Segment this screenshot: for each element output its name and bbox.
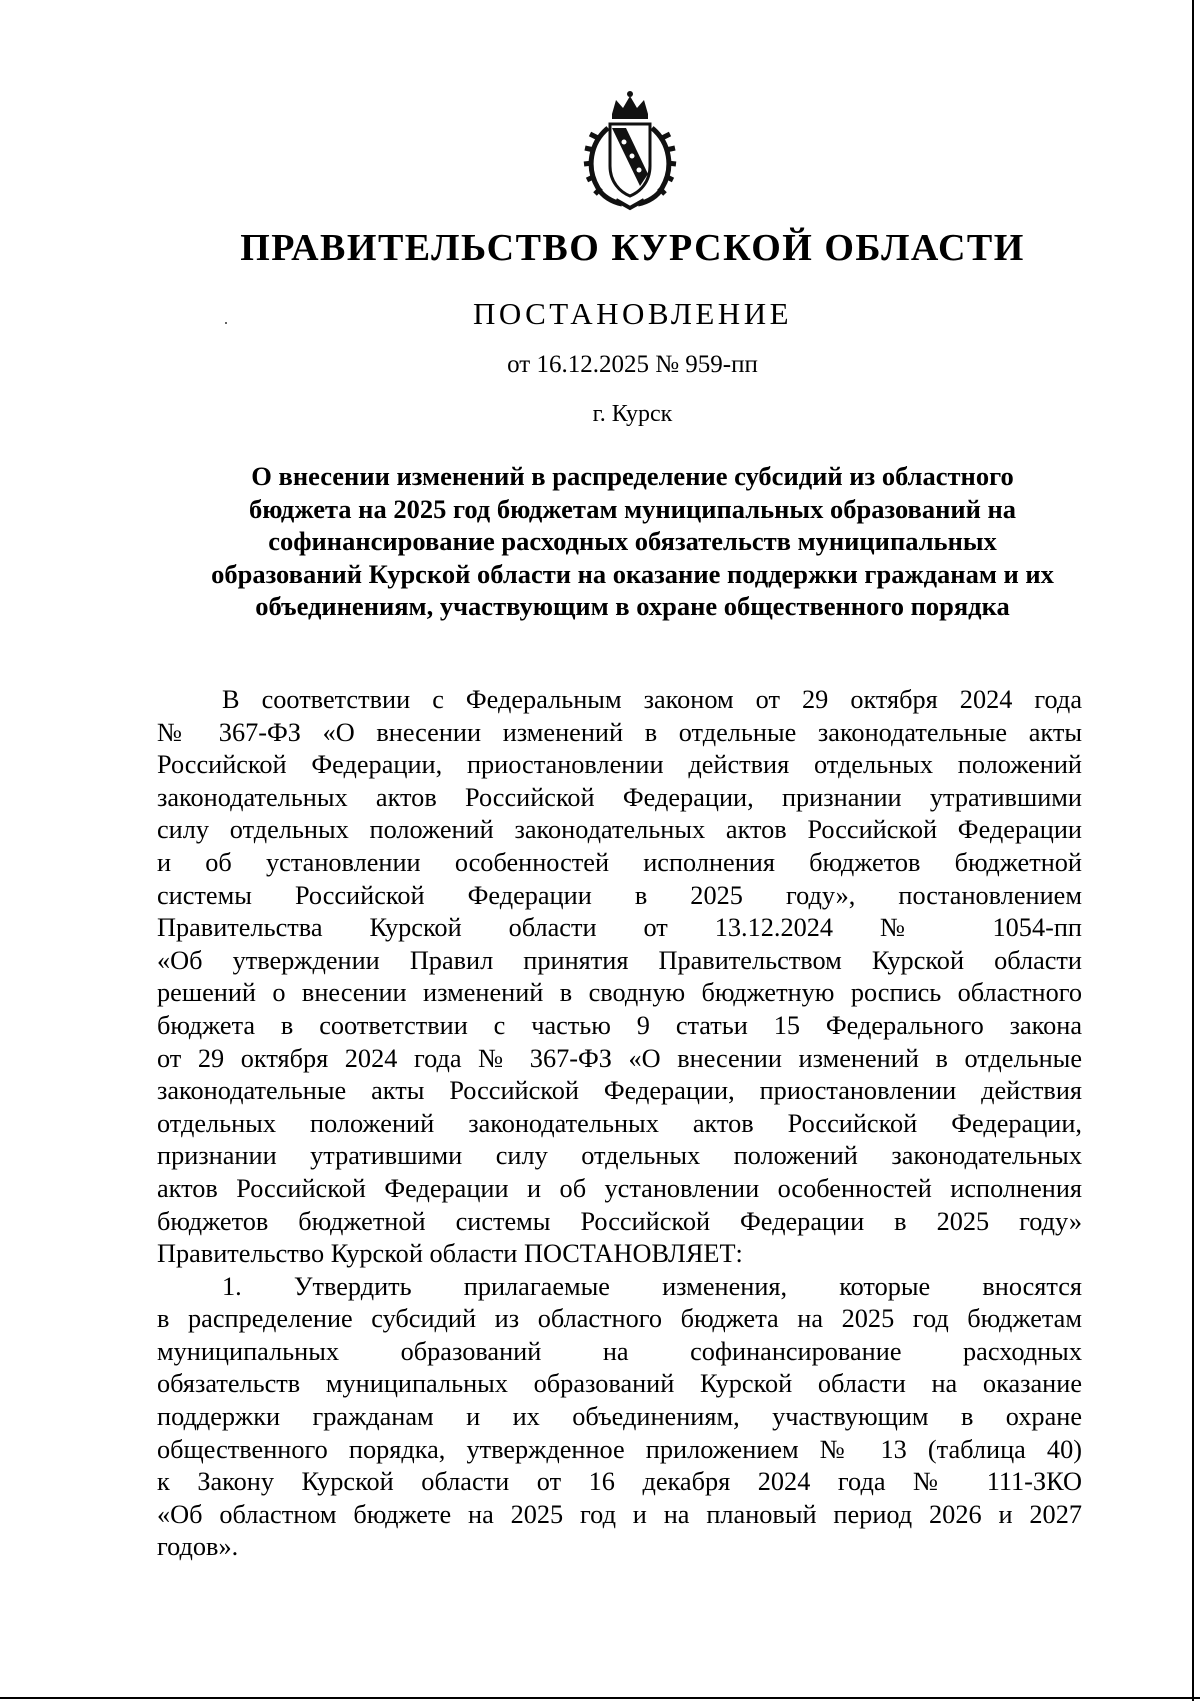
body-line: Правительство Курской области ПОСТАНОВЛЯЕТ: bbox=[157, 1239, 743, 1269]
page-edge-right bbox=[1192, 0, 1194, 1701]
body-line: бюджета в соответствии с частью 9 статьи 15 Федерального закона bbox=[157, 1010, 1082, 1040]
body-line: общественного порядка, утвержденное приложением № 13 (таблица 40) bbox=[157, 1434, 1082, 1464]
item-1-paragraph bbox=[157, 1271, 1082, 1564]
subject-line: О внесении изменений в распределение субсидий из областного bbox=[251, 461, 1014, 491]
document-body bbox=[157, 684, 1082, 1564]
body-line: признании утратившими силу отдельных положений законодательных bbox=[157, 1141, 1082, 1171]
subject-line: софинансирование расходных обязательств муниципальных bbox=[268, 526, 997, 556]
coat-of-arms-icon bbox=[568, 88, 692, 212]
body-line: системы Российской Федерации в 2025 году», постановлением bbox=[157, 880, 1082, 910]
body-line: обязательств муниципальных образований Курской области на оказание bbox=[157, 1369, 1082, 1399]
body-line: актов Российской Федерации и об установлении особенностей исполнения bbox=[157, 1173, 1082, 1203]
body-line: Правительства Курской области от 13.12.2024 № 1054-пп bbox=[157, 913, 1082, 943]
body-line: «Об утверждении Правил принятия Правительством Курской области bbox=[157, 945, 1082, 975]
subject-line: бюджета на 2025 год бюджетам муниципальных образований на bbox=[248, 493, 1017, 524]
body-line: «Об областном бюджете на 2025 год и на плановый период 2026 и 2027 bbox=[157, 1499, 1082, 1529]
government-title: ПРАВИТЕЛЬСТВО КУРСКОЙ ОБЛАСТИ bbox=[240, 227, 1025, 269]
body-line: законодательные акты Российской Федерации, приостановлении действия bbox=[157, 1076, 1082, 1106]
document-date-number: от 16.12.2025 № 959-пп bbox=[507, 351, 758, 378]
body-line: поддержки гражданам и их объединениям, участвующим в охране bbox=[157, 1402, 1082, 1432]
body-line: законодательных актов Российской Федерации, признании утратившими bbox=[157, 782, 1082, 812]
body-line: Российской Федерации, приостановлении действия отдельных положений bbox=[157, 750, 1082, 780]
body-line: решений о внесении изменений в сводную бюджетную роспись областного bbox=[157, 978, 1082, 1008]
body-line: отдельных положений законодательных актов Российской Федерации, bbox=[157, 1108, 1082, 1138]
document-type: ПОСТАНОВЛЕНИЕ bbox=[472, 296, 793, 331]
body-line: бюджетов бюджетной системы Российской Федерации в 2025 году» bbox=[157, 1206, 1082, 1236]
body-line: № 367-ФЗ «О внесении изменений в отдельные законодательные акты bbox=[157, 717, 1082, 747]
preamble-paragraph bbox=[157, 684, 1082, 1271]
document-subject bbox=[155, 460, 1110, 623]
subject-line: образований Курской области на оказание поддержки гражданам и их bbox=[211, 558, 1054, 589]
body-line: муниципальных образований на софинансирование расходных bbox=[157, 1336, 1082, 1366]
subject-line: объединениям, участвующим в охране общественного порядка bbox=[255, 591, 1010, 621]
body-line: к Закону Курской области от 16 декабря 2024 года № 111-ЗКО bbox=[157, 1467, 1082, 1497]
body-line: от 29 октября 2024 года № 367-ФЗ «О внесении изменений в отдельные bbox=[157, 1043, 1082, 1073]
document-city: г. Курск bbox=[592, 401, 673, 427]
body-line: в распределение субсидий из областного бюджета на 2025 год бюджетам bbox=[157, 1304, 1082, 1334]
body-line: и об установлении особенностей исполнения бюджетов бюджетной bbox=[157, 847, 1082, 877]
body-line: 1. Утвердить прилагаемые изменения, которые вносятся bbox=[222, 1271, 1082, 1301]
page-edge-bottom bbox=[0, 1697, 1200, 1699]
body-line: годов». bbox=[157, 1532, 239, 1562]
body-line: силу отдельных положений законодательных актов Российской Федерации bbox=[157, 815, 1082, 845]
body-line: В соответствии с Федеральным законом от 29 октября 2024 года bbox=[222, 685, 1082, 714]
